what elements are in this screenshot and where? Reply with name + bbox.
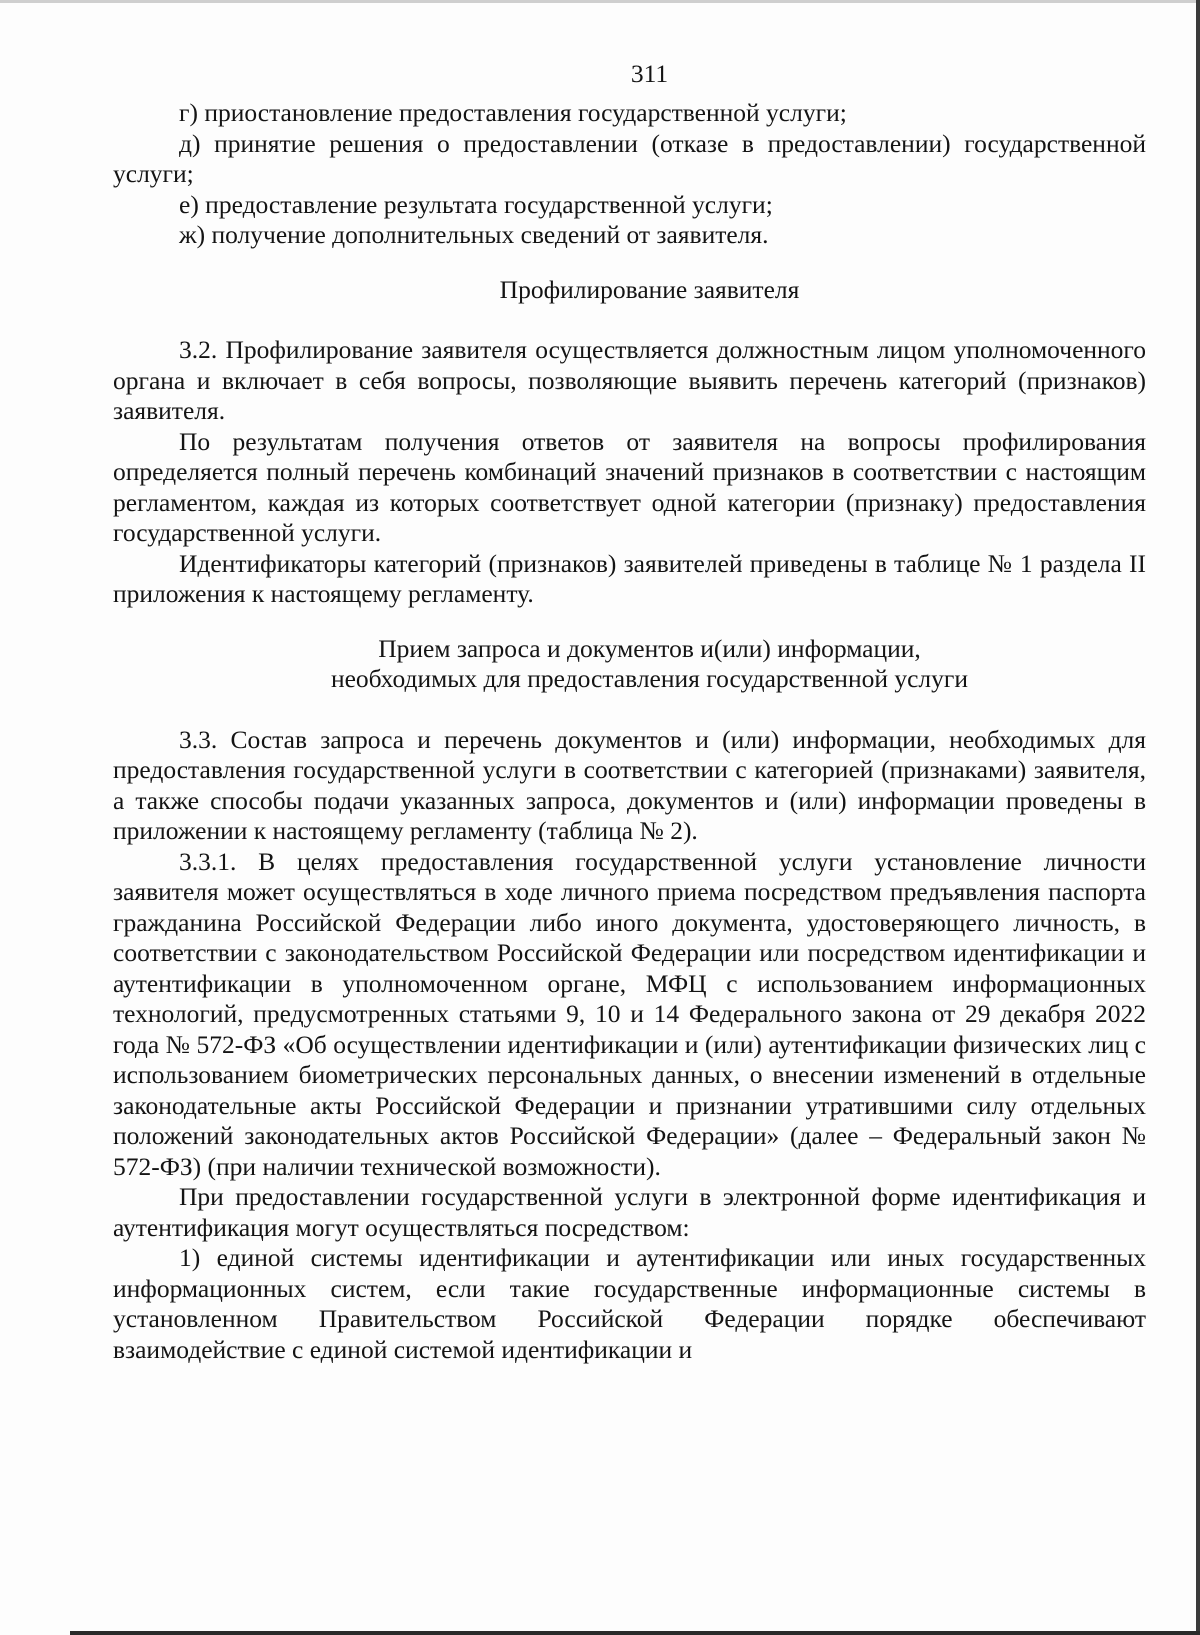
scan-edge-bottom xyxy=(70,1631,1200,1635)
paragraph-profiling-results: По результатам получения ответов от заявителя на вопросы профилирования определяется полный перечень комбинаций значений признаков в соответствии с настоящим регламентом, каждая из которых соответствует одной категории (признаку) предоставления государственной услуги. xyxy=(113,426,1146,547)
list-item-zh: ж) получение дополнительных сведений от заявителя. xyxy=(179,220,769,249)
paragraph-item-1: 1) единой системы идентификации и аутентификации или иных государственных информационных систем, если такие государственные информационные системы в установленном Правительством Российской Федерации порядке обеспечивают взаимодействие с единой системой идентификации и xyxy=(113,1243,1146,1364)
page-content xyxy=(113,56,1146,1365)
heading-line-2: необходимых для предоставления государственной услуги xyxy=(330,664,969,693)
list-item-e: е) предоставление результата государственной услуги; xyxy=(179,189,773,219)
heading-line-1: Прием запроса и документов и(или) информации, xyxy=(378,633,921,663)
scan-edge-top xyxy=(0,0,1200,3)
paragraph-electronic-form: При предоставлении государственной услуги в электронной форме идентификация и аутентификация могут осуществляться посредством: xyxy=(113,1182,1146,1242)
request-section xyxy=(113,725,1146,1366)
scan-edge-right xyxy=(1196,0,1200,1635)
list-item-g: г) приостановление предоставления государственной услуги; xyxy=(179,98,847,127)
list-block xyxy=(113,98,1146,251)
profiling-section xyxy=(113,335,1146,610)
page-number: 311 xyxy=(630,59,669,88)
list-item-d: д) принятие решения о предоставлении (отказе в предоставлении) государственной услуги; xyxy=(113,128,1146,188)
paragraph-3-2: 3.2. Профилирование заявителя осуществляется должностным лицом уполномоченного органа и включает в себя вопросы, позволяющие выявить перечень категорий (признаков) заявителя. xyxy=(113,335,1146,425)
paragraph-identifiers: Идентификаторы категорий (признаков) заявителей приведены в таблице № 1 раздела II приложения к настоящему регламенту. xyxy=(113,548,1146,608)
paragraph-3-3-1: 3.3.1. В целях предоставления государственной услуги установление личности заявителя может осуществляться в ходе личного приема посредством предъявления паспорта гражданина Российской Федерации либо иного документа, удостоверяющего личность, в соответствии с законодательством Российской Федерации или посредством идентификации и аутентификации в уполномоченном органе, МФЦ с использованием информационных технологий, предусмотренных статьями 9, 10 и 14 Федерального закона от 29 декабря 2022 года № 572-ФЗ «Об осуществлении идентификации и (или) аутентификации физических лиц с использованием биометрических персональных данных, о внесении изменений в отдельные законодательные акты Российской Федерации и признании утратившими силу отдельных положений законодательных актов Российской Федерации» (далее – Федеральный закон № 572-ФЗ) (при наличии технической возможности). xyxy=(113,846,1146,1181)
section-heading-profiling xyxy=(113,275,1146,306)
section-heading-request xyxy=(113,634,1146,695)
paragraph-3-3: 3.3. Состав запроса и перечень документов и (или) информации, необходимых для предоставления государственной услуги в соответствии с категорией (признаками) заявителя, а также способы подачи указанных запроса, документов и (или) информации проведены в приложении к настоящему регламенту (таблица № 2). xyxy=(113,724,1146,845)
heading-text: Профилирование заявителя xyxy=(499,274,800,304)
